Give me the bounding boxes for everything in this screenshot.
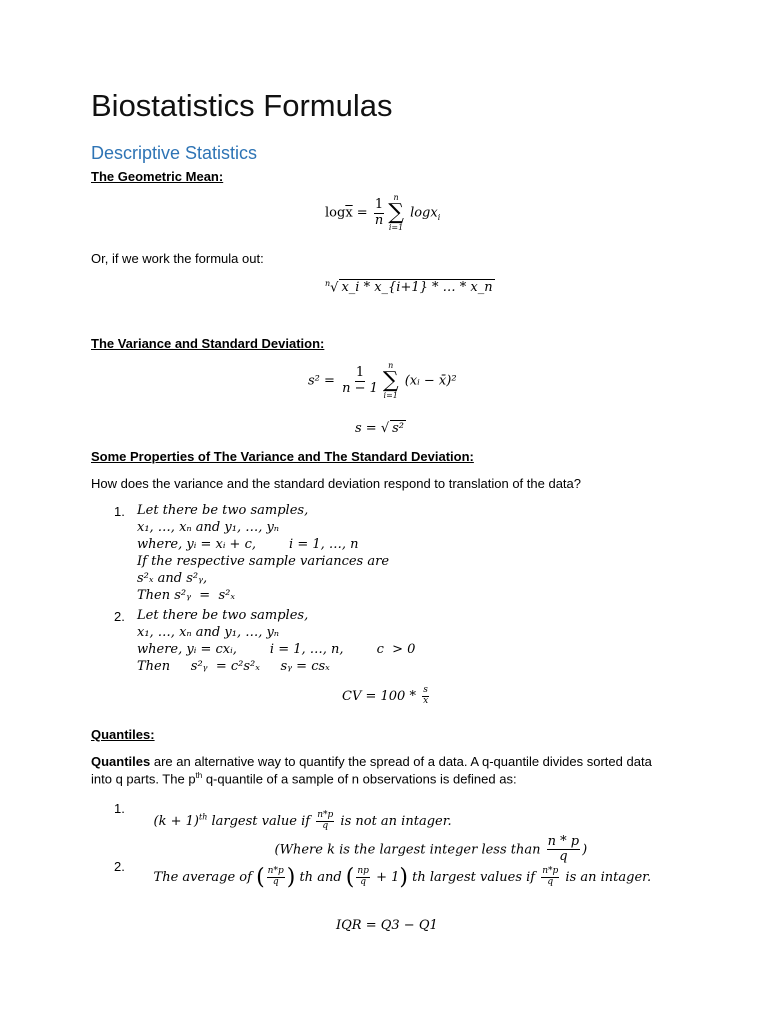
quantiles-text-line-2: into q parts. The $p^{th}$ q-quantile of a sample of n observations is defined as: <box>91 771 517 787</box>
property-2-line-2: x₁, …, xₙ and y₁, …, yₙ <box>137 625 280 640</box>
cv-formula: CV = 100 * $\frac{s}{x̄}$ <box>342 685 429 706</box>
geometric-mean-intro: Or, if we work the formula out: <box>91 251 264 266</box>
quantiles-heading: Quantiles: <box>91 727 155 742</box>
property-1-line-4: If the respective sample variances are <box>137 554 390 569</box>
property-1-line-3: where, yᵢ = xᵢ + c, i = 1, …, n <box>137 537 359 552</box>
quantile-item-1: $(k + 1)^{th}$ largest value if $\frac{n*p}{q}$ is not an intager. <box>153 810 452 831</box>
property-1-line-5: s²ₓ and s²ᵧ, <box>137 571 208 586</box>
quantile-item-2-number: 2. <box>114 859 125 874</box>
properties-heading: Some Properties of The Variance and The Standard Deviation: <box>91 449 474 464</box>
property-2-number: 2. <box>114 609 125 624</box>
properties-question: How does the variance and the standard deviation respond to translation of the data? <box>91 476 581 491</box>
property-1-line-1: Let there be two samples, <box>137 503 309 518</box>
quantiles-text-line-1: Quantiles are an alternative way to quantify the spread of a data. A q-quantile divides sorted data <box>91 754 652 769</box>
standard-deviation-formula: s = √ s² <box>355 421 405 436</box>
property-1-number: 1. <box>114 504 125 519</box>
quantile-note: (Where k is the largest integer less than $\frac{n * p}{q}$ ) <box>274 834 588 865</box>
quantile-item-1-number: 1. <box>114 801 125 816</box>
property-2-line-4: Then s²ᵧ = c²s²ₓ sᵧ = csₓ <box>137 659 330 674</box>
variance-heading: The Variance and Standard Deviation: <box>91 336 325 351</box>
page-title: Biostatistics Formulas <box>91 88 393 123</box>
geometric-mean-heading: The Geometric Mean: <box>91 169 224 184</box>
geometric-mean-formula: $\log\overline{x}$ = $\frac{1}{n}$ n ∑ i=1 logx$_i$ <box>325 193 441 232</box>
property-1-line-2: x₁, …, xₙ and y₁, …, yₙ <box>137 520 280 535</box>
property-2-line-3: where, yᵢ = cxᵢ, i = 1, …, n, c > 0 <box>137 642 416 657</box>
iqr-formula: IQR = Q3 − Q1 <box>336 918 438 933</box>
variance-formula: s² = $\frac{1}{n - 1}$ n ∑ i=1 (xᵢ − x̄)² <box>308 361 457 400</box>
quantile-item-2: The average of ( $\frac{n*p}{q}$ ) th and ( $\frac{np}{q}$ + 1) th largest values if $\frac{n*p}{q}$ is an intager. <box>153 865 652 890</box>
section-heading: Descriptive Statistics <box>91 143 258 163</box>
geometric-mean-root: $^n$√ x_i * x_{i+1} * … * x_n <box>325 279 493 296</box>
property-1-line-6: Then s²ᵧ = s²ₓ <box>137 588 235 603</box>
property-2-line-1: Let there be two samples, <box>137 608 309 623</box>
